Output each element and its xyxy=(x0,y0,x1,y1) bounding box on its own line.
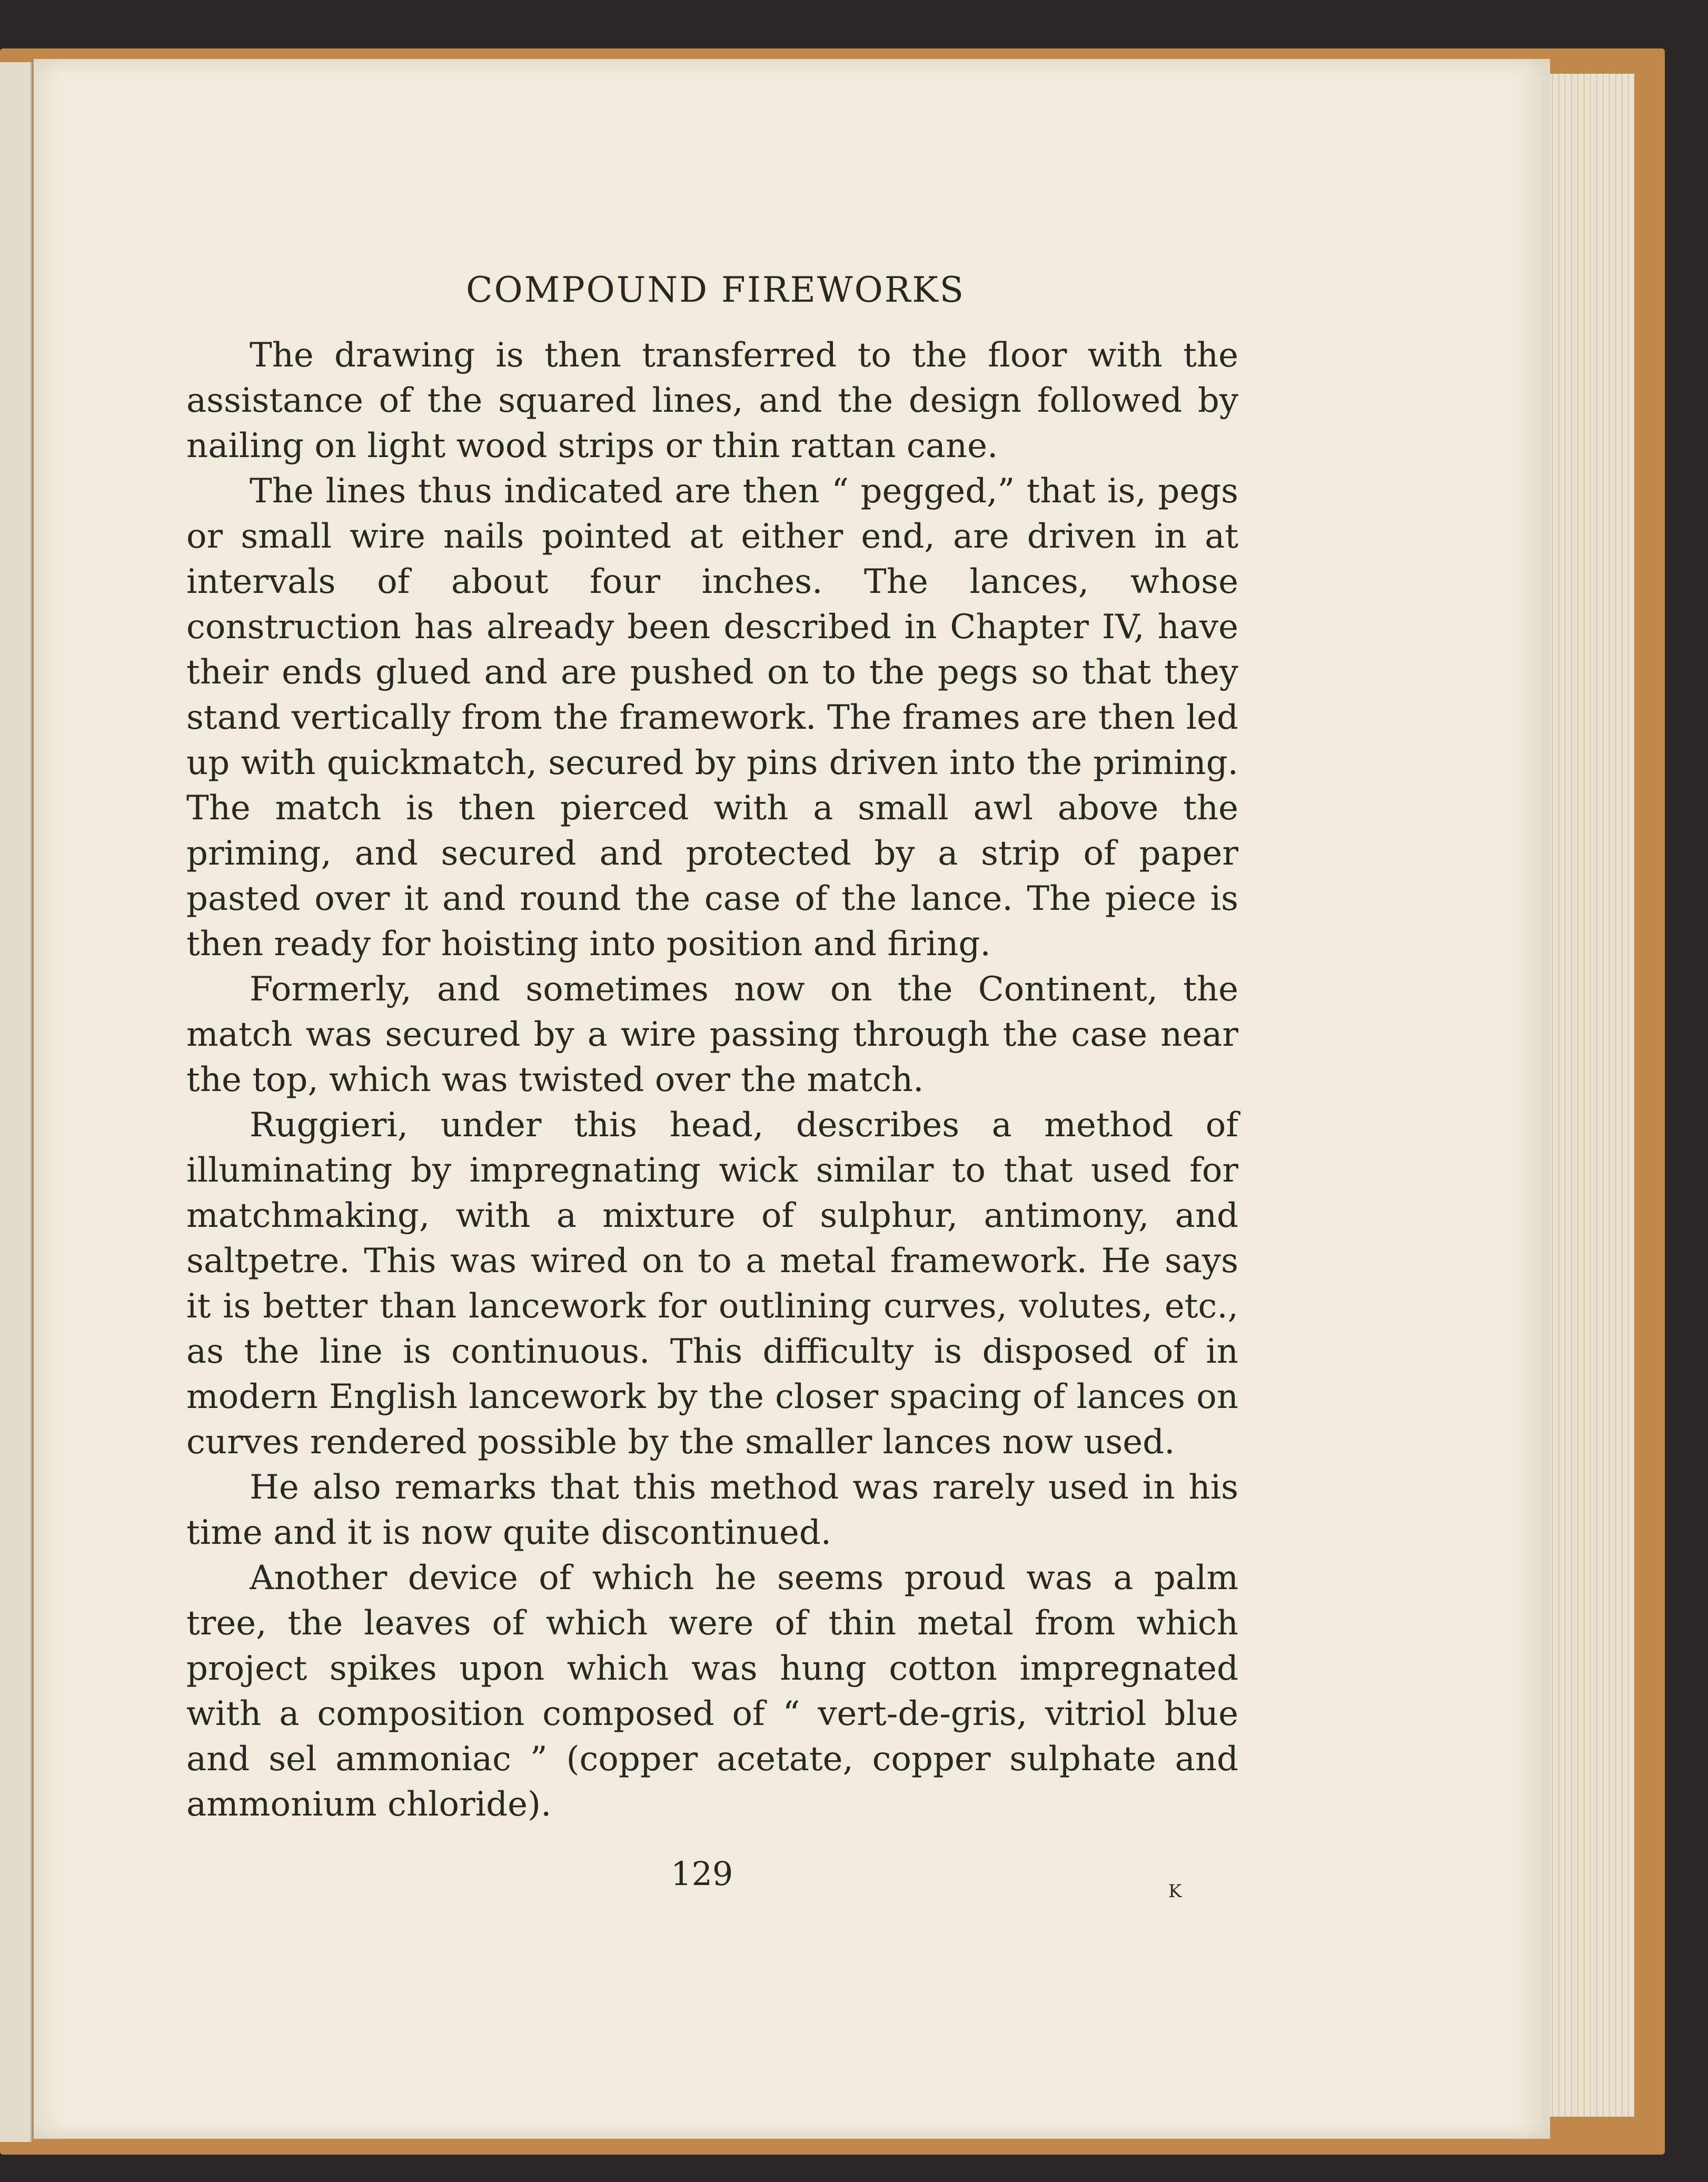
paragraph: Formerly, and sometimes now on the Continent, the match was secured by a wire passing through the case near the top, which was twisted over the match. xyxy=(186,970,1238,1099)
paragraph: Ruggieri, under this head, describes a method of illuminating by impregnating wick similar to that used for matchmaking, with a mixture of sulphur, antimony, and saltpetre. This was wired on to a metal framework. He says it is better than lancework for outlining curves, volutes, etc., as the line is continuous. This difficulty is disposed of in modern English lancework by the closer spacing of lances on curves rendered possible by the smaller lances now used. xyxy=(186,1106,1238,1462)
body-text xyxy=(186,333,1238,1827)
page-number: 129 xyxy=(671,1854,733,1893)
paragraph: He also remarks that this method was rarely used in his time and it is now quite discontinued. xyxy=(186,1468,1238,1552)
previous-page-edge xyxy=(0,62,32,2142)
book-page xyxy=(34,59,1550,2139)
running-head: COMPOUND FIREWORKS xyxy=(466,270,965,310)
paragraph: The drawing is then transferred to the floor with the assistance of the squared lines, and the design followed by nailing on light wood strips or thin rattan cane. xyxy=(186,336,1238,465)
paragraph: Another device of which he seems proud was a palm tree, the leaves of which were of thin metal from which project spikes upon which was hung cotton impregnated with a composition composed of “ vert-de-gris, vitriol blue and sel ammoniac ” (copper acetate, copper sulphate and ammonium chloride). xyxy=(186,1559,1238,1824)
signature-mark: K xyxy=(1168,1881,1182,1902)
paragraph: The lines thus indicated are then “ pegged,” that is, pegs or small wire nails pointed at either end, are driven in at intervals of about four inches. The lances, whose construction has already been described in Chapter IV, have their ends glued and are pushed on to the pegs so that they stand vertically from the framework. The frames are then led up with quickmatch, secured by pins driven into the priming. The match is then pierced with a small awl above the priming, and secured and protected by a strip of paper pasted over it and round the case of the lance. The piece is then ready for hoisting into position and firing. xyxy=(186,472,1238,964)
